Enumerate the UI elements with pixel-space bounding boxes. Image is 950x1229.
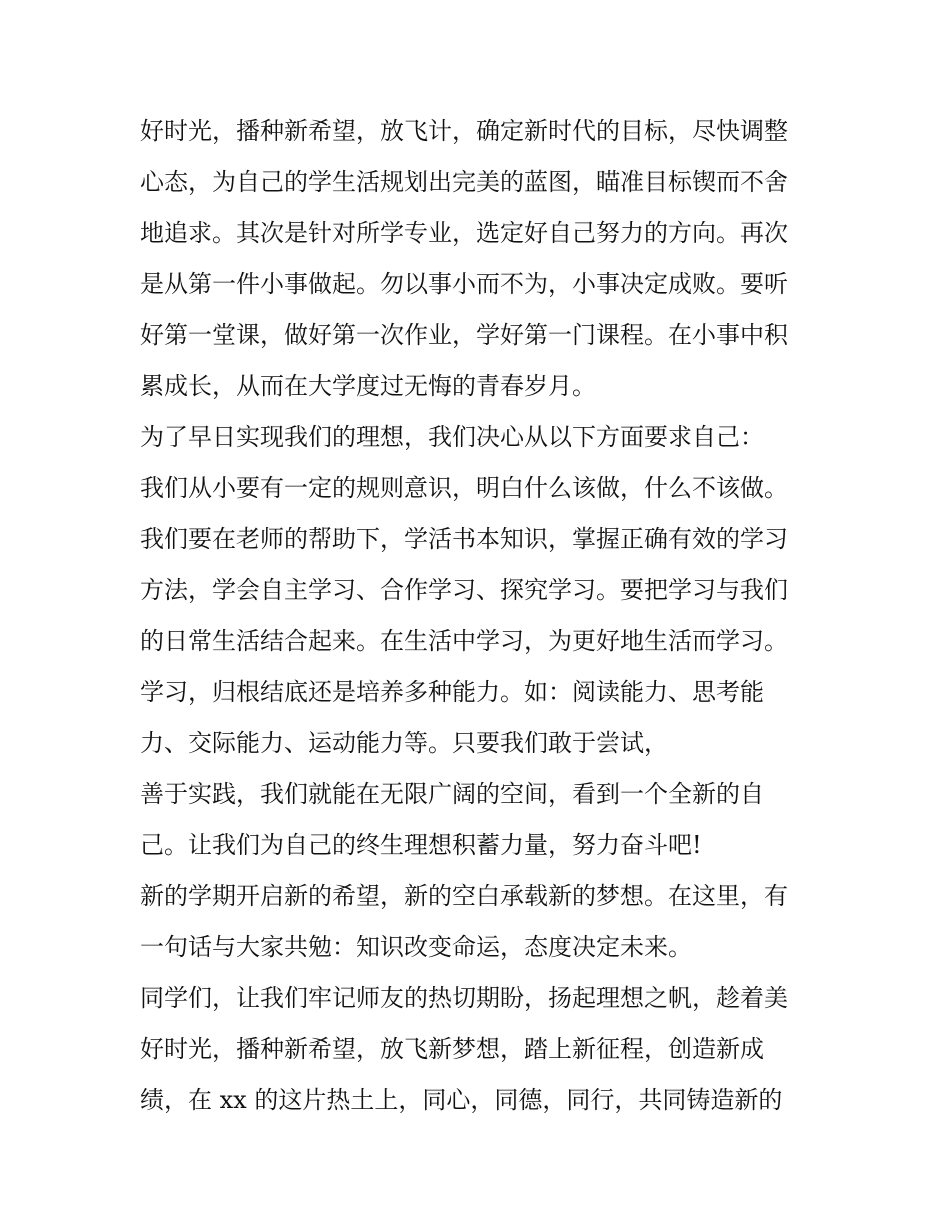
text-line: 心态，为自己的学生活规划出完美的蓝图，瞄准目标锲而不舍 — [140, 168, 788, 196]
body-text — [140, 106, 830, 1126]
text-line: 学习，归根结底还是培养多种能力。如：阅读能力、思考能 — [140, 678, 764, 706]
text-line: 地追求。其次是针对所学专业，选定好自己努力的方向。再次 — [140, 219, 788, 247]
text-line: 为了早日实现我们的理想，我们决心从以下方面要求自己： — [140, 423, 764, 451]
text-line: 好时光，播种新希望，放飞新梦想，踏上新征程，创造新成 — [140, 1035, 764, 1063]
text-line: 好时光，播种新希望，放飞计，确定新时代的目标，尽快调整 — [140, 117, 788, 145]
text-line: 一句话与大家共勉：知识改变命运，态度决定未来。 — [140, 933, 692, 961]
text-line: 的日常生活结合起来。在生活中学习，为更好地生活而学习。 — [140, 627, 788, 655]
text-line: 我们从小要有一定的规则意识，明白什么该做，什么不该做。 — [140, 474, 788, 502]
text-line: 累成长，从而在大学度过无悔的青春岁月。 — [140, 372, 596, 400]
text-line: 我们要在老师的帮助下，学活书本知识，掌握正确有效的学习 — [140, 525, 788, 553]
text-line: 好第一堂课，做好第一次作业，学好第一门课程。在小事中积 — [140, 321, 788, 349]
text-line: 力、交际能力、运动能力等。只要我们敢于尝试， — [140, 729, 668, 757]
text-line: 善于实践，我们就能在无限广阔的空间，看到一个全新的自 — [140, 780, 764, 808]
text-line: 同学们，让我们牢记师友的热切期盼，扬起理想之帆，趁着美 — [140, 984, 788, 1012]
text-line: 己。让我们为自己的终生理想积蓄力量，努力奋斗吧! — [140, 831, 702, 859]
text-line: 新的学期开启新的希望，新的空白承载新的梦想。在这里，有 — [140, 882, 788, 910]
text-line: 绩，在 xx 的这片热土上，同心，同德，同行，共同铸造新的 — [140, 1086, 783, 1114]
text-line: 方法，学会自主学习、合作学习、探究学习。要把学习与我们 — [140, 576, 788, 604]
text-line: 是从第一件小事做起。勿以事小而不为，小事决定成败。要听 — [140, 270, 788, 298]
